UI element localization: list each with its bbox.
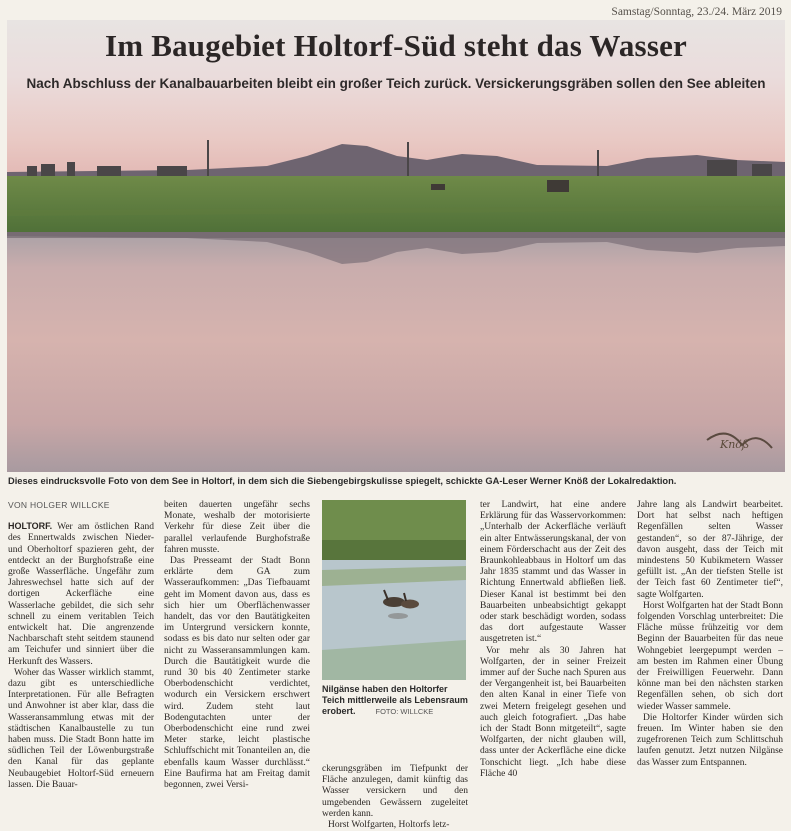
paragraph: Horst Wolfgarten hat der Stadt Bonn folgenden Vorschlag unterbreitet: Die Fläche müsse frühzeitig vor dem Beginn der Bauarbeiten für das neue Wohngebiet leergepumpt werden – am besten im Rahmen einer Übung der Freiwilligen Feuerwehr. Dann könne man bei den nächsten starken Regenfällen sehen, ob sich dort wieder Wasser sammele. [637,600,783,712]
dateline-place: HOLTORF. [8,521,53,532]
dateline: Samstag/Sonntag, 23./24. März 2019 [611,6,782,18]
paragraph: Das Presseamt der Stadt Bonn erklärte dem GA zum Wasseraufkommen: „Das Tiefbauamt geht im Moment davon aus, dass es sich hier um Oberflächenwasser handelt, das vor den Bautätigkeiten im Untergrund versickern konnte, sodass es bis dato nur selten oder gar nicht zu Wasseransammlungen kam. Durch die Bautätigkeit wurde die rund 30 bis 40 Zentimeter starke Oberbodenschicht verdichtet, wodurch ein Versickern erschwert wird. Zudem steht laut Bodengutachten unter der Oberbodenschicht eine rund zwei Meter starke, leicht plastische Schluffschicht mit Tonanteilen an, die ebenfalls kaum Wasser durchlässt.“ Eine Baufirma hat am Freitag damit begonnen, zwei Versi- [164,556,310,791]
paragraph: Jahre lang als Landwirt bearbeitet. Dort hat selbst nach heftigen Regenfällen selten Wasser gestanden“, so der 87-Jährige, der davon ausgeht, dass der Teich mit mindestens 50 Kubikmetern Wasser gefüllt ist. „An der tiefsten Stelle ist der Teich fast 60 Zentimeter tief“, sagte Wolfgarten. [637,500,783,600]
byline: VON HOLGER WILLCKE [8,500,110,510]
article-column-4 [480,500,626,780]
subheadline: Nach Abschluss der Kanalbauarbeiten bleibt ein großer Teich zurück. Versickerungsgräben sollen den See ableiten [26,76,766,91]
article-column-5 [637,500,783,769]
photo-caption: Dieses eindrucksvolle Foto von dem See in Holtorf, in dem sich die Siebengebirgskulisse spiegelt, schickte GA-Leser Werner Knöß der Lokalredaktion. [8,476,677,486]
geese-photo [322,500,466,680]
paragraph: ckerungsgräben im Tiefpunkt der Fläche anzulegen, damit künftig das Wasser versickern und den umgebenden Gewässern zugeleitet werden kann. [322,764,468,819]
paragraph: beiten dauerten ungefähr sechs Monate, weshalb der motorisierte Verkehr für diese Zeit über die parallel verlaufende Burghofstraße fahren musste. [164,500,310,555]
photo-credit: FOTO: WILLCKE [375,707,434,716]
paragraph: HOLTORF. Wer am östlichen Rand des Ennertwalds zwischen Nieder- und Oberholtorf spazieren geht, der entdeckt an der Burghofstraße eine große Wasserfläche. Ungefähr zum Jahreswechsel hatte sich auf der dortigen Ackerfläche eine Wasserlache gebildet, die sich sehr schnell zu einem veritablen Teich entwickelt hat. Die angrenzende Nachbarschaft steht seitdem staunend am Teichufer und sinniert über die Herkunft des Wassers. [8,521,154,667]
paragraph: Horst Wolfgarten, Holtorfs letz- [328,820,450,831]
paragraph: Woher das Wasser wirklich stammt, dazu gibt es unterschiedliche Interpretationen. Für alle Befragten und Anwohner ist aber klar, dass die Wasseransammlung etwas mit der städtischen Kanalbaustelle zu tun haben muss. Die Stadt Bonn hatte im südlichen Teil der Löwenburgstraße den Kanal für das geplante Neubaugebiet Holtorf-Süd erneuern lassen. Die Bauar- [8,667,154,790]
headline: Im Baugebiet Holtorf-Süd steht das Wasser [104,28,688,63]
paragraph: Vor mehr als 30 Jahren hat Wolfgarten, der in seiner Freizeit immer auf der Suche nach Spuren aus der Vergangenheit ist, bei Bauarbeiten den alten Kanal in einer Tiefe von zwei Metern freigelegt gesehen und auch gleich fotografiert. „Das habe ich der Stadt Bonn mitgeteilt“, sagte Wolfgarten, der nicht glauben will, dass unter der Ackerfläche eine dicke Tonschicht liegt. „Ich habe diese Fläche 40 [480,645,626,779]
article-column-2 [164,500,310,791]
paragraph: Die Holtorfer Kinder würden sich freuen. Im Winter haben sie den zugefrorenen Teich zum Schlittschuh laufen genutzt. Jetzt nutzen Nilgänse das Wasser zum Entspannen. [637,712,783,768]
inset-caption: Nilgänse haben den Holtorfer Teich mittlerweile als Lebensraum erobert. FOTO: WILLCKE [322,684,468,716]
paragraph: ter Landwirt, hat eine andere Erklärung für das Wasservorkommen: „Unterhalb der Ackerfläche verläuft ein alter Entwässerungskanal, der von einem Förderschacht aus der Zeit des Braunkohleabbaus in Holtorf um das Jahr 1835 stammt und das Wasser in Richtung Ennertwald abfließen ließ. Dieser Kanal ist bestimmt bei den Bauarbeiten unbeabsichtigt gekappt oder stark beschädigt worden, sodass das dort aufgestaute Wasser ausgetreten ist.“ [480,500,626,645]
photographer-signature: Knöß [720,438,750,451]
article-column-3 [322,764,468,831]
article-column-1 [8,500,154,791]
